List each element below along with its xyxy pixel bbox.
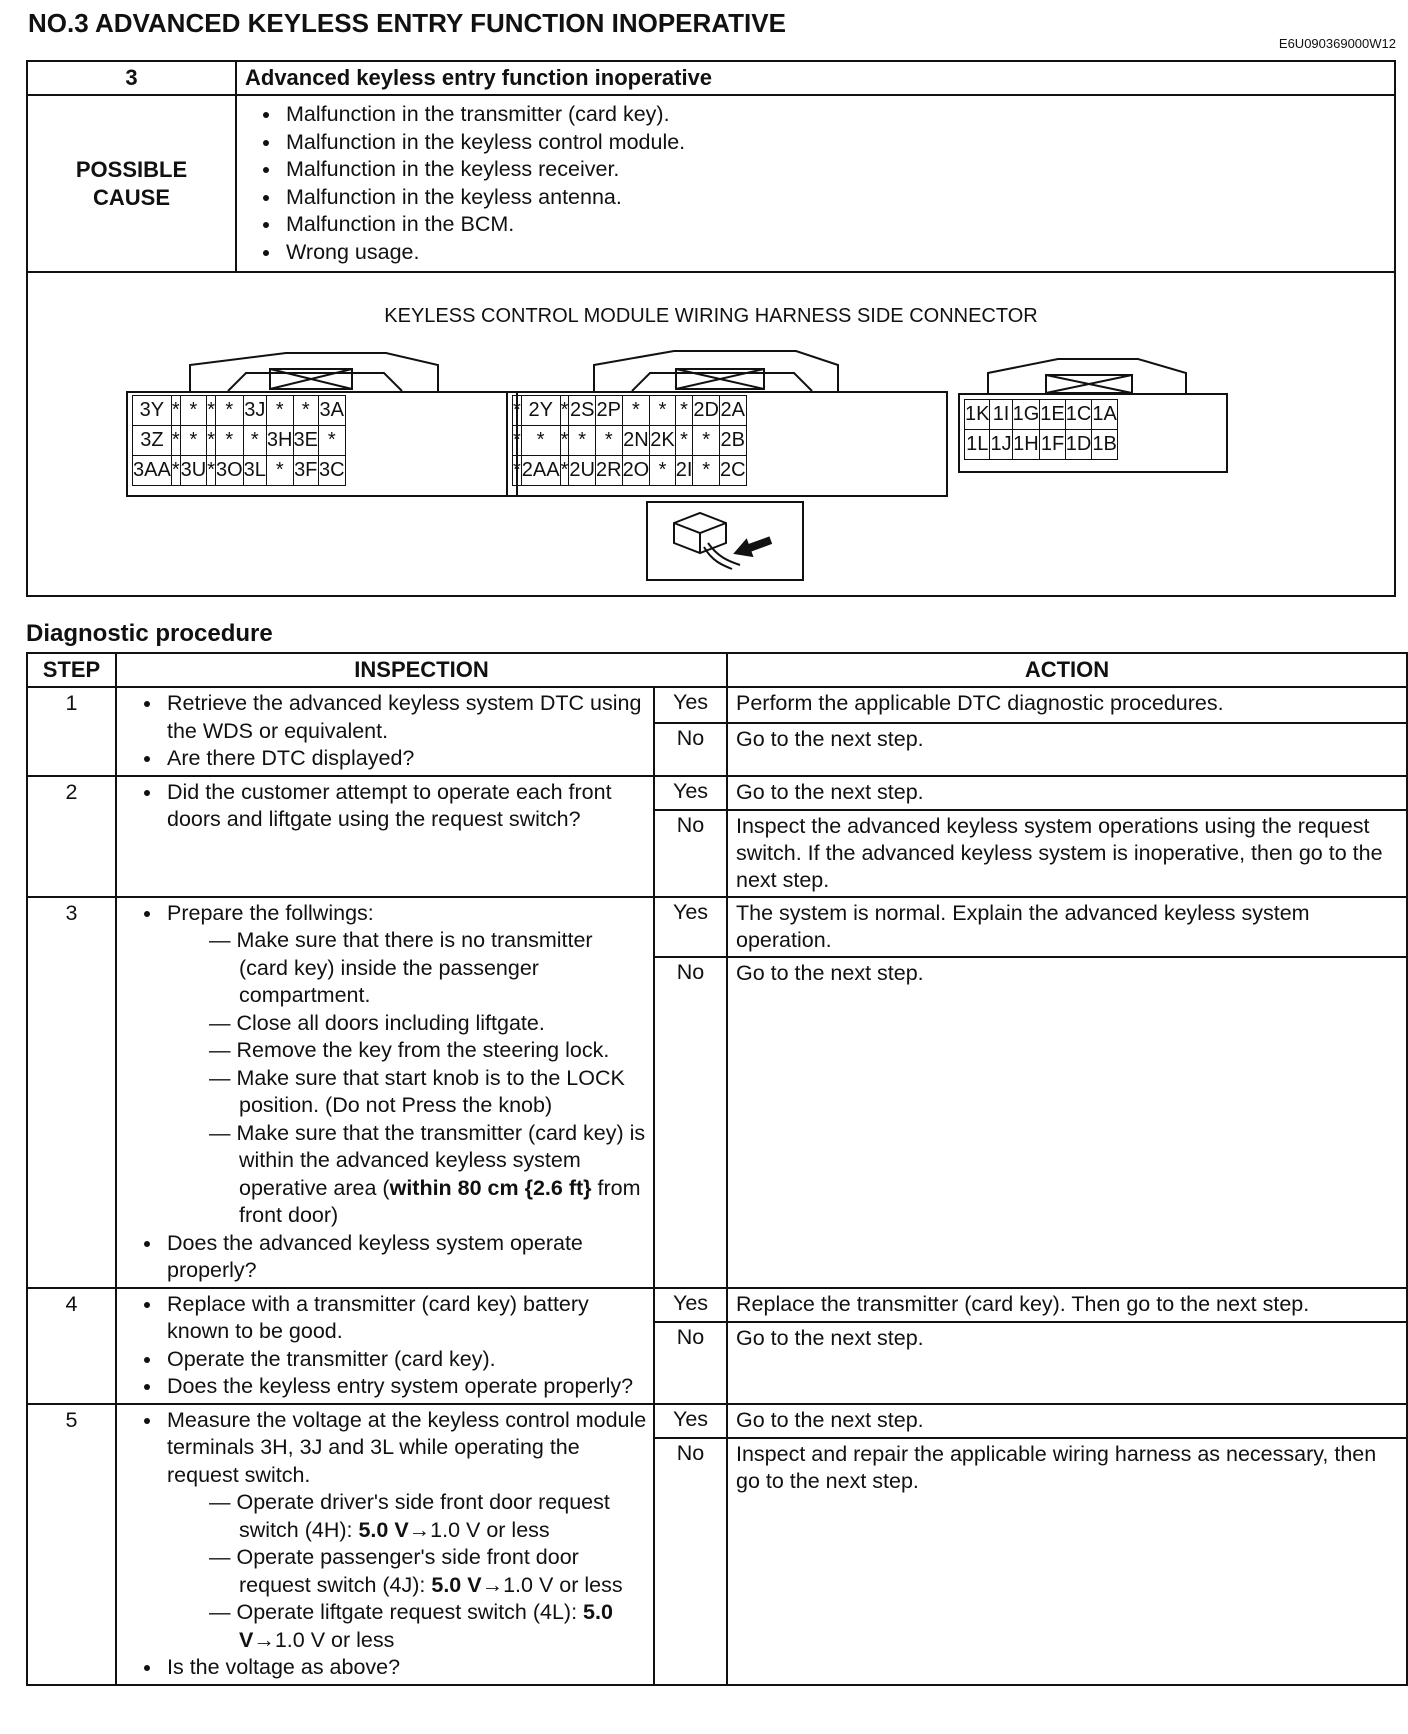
sub-item-text: Operate driver's side front door request switch (4H): <box>236 1490 610 1542</box>
inspection-item <box>163 900 647 1230</box>
pin: * <box>207 456 216 486</box>
symptom-title: Advanced keyless entry function inoperative <box>236 61 1395 95</box>
sub-item-text: Operate passenger's side front door request switch (4J): <box>236 1545 579 1597</box>
pin: 1B <box>1092 430 1117 460</box>
pin: * <box>215 396 243 426</box>
pin: 1D <box>1065 430 1092 460</box>
harness-side-view-icon <box>646 501 804 581</box>
step-inspection <box>116 1288 654 1404</box>
sub-item: — Make sure that there is no transmitter (card key) inside the passenger compartment. <box>209 928 593 1007</box>
sub-item: — Operate driver's side front door request switch (4H): 5.0 V→1.0 V or less <box>209 1490 610 1542</box>
voltage-spec-tail: →1.0 V or less <box>481 1572 623 1597</box>
inspection-item: • Are there DTC displayed? <box>163 745 647 773</box>
sub-item-list <box>167 1489 647 1654</box>
sub-item: — Make sure that start knob is to the LOCK position. (Do not Press the knob) <box>209 1065 625 1117</box>
pin: 2K <box>650 426 675 456</box>
pin: 1K <box>965 400 990 430</box>
sub-item-text: Remove the key from the steering lock. <box>236 1038 610 1062</box>
voltage-spec: 5.0 <box>583 1600 613 1624</box>
pin: 3Y <box>133 396 172 426</box>
connector-3-latch-icon <box>126 343 522 393</box>
inspection-item: • Does the advanced keyless system operate properly? <box>163 1230 647 1285</box>
connector-probe-icon <box>648 503 802 579</box>
step-inspection <box>116 776 654 897</box>
yes-label: Yes <box>654 897 727 957</box>
step-number: 3 <box>27 897 116 1288</box>
voltage-spec-tail: →1.0 V or less <box>253 1627 395 1652</box>
pin: 3H <box>266 426 293 456</box>
col-action-header: ACTION <box>727 653 1407 687</box>
pin: 3U <box>180 456 207 486</box>
cause-item: • Wrong usage. <box>282 239 1393 267</box>
possible-cause-list <box>238 101 1393 266</box>
no-action: Go to the next step. <box>727 957 1407 1288</box>
pin: * <box>569 426 596 456</box>
no-action: Inspect the advanced keyless system operations using the request switch. If the advanced keyless system is inoperative, then go to the next step. <box>727 810 1407 897</box>
pin: 1H <box>1012 430 1040 460</box>
pin: 3E <box>293 426 318 456</box>
voltage-spec: V <box>239 1627 254 1652</box>
connector-2-latch-icon <box>506 343 946 393</box>
pin: * <box>521 426 560 456</box>
document-id: E6U090369000W12 <box>1278 36 1396 51</box>
pin: 2AA <box>521 456 560 486</box>
yes-action: Go to the next step. <box>727 776 1407 810</box>
pin: 2O <box>622 456 650 486</box>
yes-label: Yes <box>654 776 727 810</box>
cause-label-line2: CAUSE <box>92 184 170 210</box>
pin: * <box>318 426 345 456</box>
pin: * <box>243 426 266 456</box>
sub-item: — Operate liftgate request switch (4L): 5.0 V→1.0 V or less <box>209 1600 613 1652</box>
pin: 2D <box>693 396 720 426</box>
sub-item: — Make sure that the transmitter (card key) is within the advanced keyless system operative area (within 80 cm {2.6 ft} from front door) <box>209 1120 646 1227</box>
yes-action: Perform the applicable DTC diagnostic procedures. <box>727 687 1407 723</box>
step-number: 5 <box>27 1404 116 1685</box>
step-inspection <box>116 897 654 1288</box>
pin: 2I <box>675 456 693 486</box>
step-row-4 <box>27 1288 1407 1322</box>
pin: 1C <box>1065 400 1092 430</box>
pin: * <box>560 456 569 486</box>
inspection-item-text: Measure the voltage at the keyless control module terminals 3H, 3J and 3L while operating the request switch. <box>167 1407 647 1487</box>
pin: 2Y <box>521 396 560 426</box>
connector-2-pins <box>512 395 747 486</box>
diagnostic-procedure-table <box>26 652 1408 1686</box>
pin: * <box>180 396 207 426</box>
pin: 3L <box>243 456 266 486</box>
pin: 3O <box>215 456 243 486</box>
pin: * <box>171 396 180 426</box>
sub-item: — Close all doors including liftgate. <box>209 1010 545 1035</box>
no-action: Inspect and repair the applicable wiring harness as necessary, then go to the next step. <box>727 1438 1407 1685</box>
no-label: No <box>654 723 727 776</box>
symptom-table <box>26 60 1396 597</box>
sub-item-text: from front door) <box>239 1175 641 1227</box>
yes-label: Yes <box>654 1404 727 1438</box>
step-row-2 <box>27 776 1407 810</box>
pin: * <box>513 396 522 426</box>
pin: 1A <box>1092 400 1117 430</box>
connector-diagram-cell <box>27 272 1395 596</box>
connector-1-latch-icon <box>958 351 1228 395</box>
pin: 1J <box>990 430 1012 460</box>
inspection-item: • Is the voltage as above? <box>163 1654 647 1682</box>
pin: 2N <box>622 426 650 456</box>
pin: 3A <box>318 396 345 426</box>
col-step-header: STEP <box>27 653 116 687</box>
sub-item-text: Make sure that there is no transmitter (card key) inside the passenger compartment. <box>236 928 593 1007</box>
pin: * <box>171 456 180 486</box>
pin: 2P <box>595 396 622 426</box>
sub-item-text: Make sure that start knob is to the LOCK position. (Do not Press the knob) <box>236 1065 625 1117</box>
cause-item: • Malfunction in the keyless antenna. <box>282 184 1393 212</box>
pin: 1G <box>1012 400 1040 430</box>
sub-item-spec: within 80 cm {2.6 ft} <box>389 1175 592 1200</box>
sub-item-text: Operate liftgate request switch (4L): <box>236 1600 584 1624</box>
step-number: 4 <box>27 1288 116 1404</box>
no-label: No <box>654 1322 727 1404</box>
step-row-5 <box>27 1404 1407 1438</box>
pin: * <box>207 396 216 426</box>
yes-label: Yes <box>654 687 727 723</box>
pin: 1F <box>1040 430 1065 460</box>
no-label: No <box>654 957 727 1288</box>
voltage-spec-tail: →1.0 V or less <box>408 1517 550 1542</box>
inspection-item: • Does the keyless entry system operate properly? <box>163 1373 647 1401</box>
pin: * <box>693 456 720 486</box>
step-number: 2 <box>27 776 116 897</box>
pin: * <box>675 396 693 426</box>
sub-item: — Operate passenger's side front door request switch (4J): 5.0 V→1.0 V or less <box>209 1545 623 1597</box>
pin: * <box>266 396 293 426</box>
pin: 2R <box>595 456 622 486</box>
voltage-spec: 5.0 V <box>431 1572 482 1597</box>
pin: * <box>693 426 720 456</box>
pin: * <box>215 426 243 456</box>
symptom-number: 3 <box>27 61 236 95</box>
pin: * <box>180 426 207 456</box>
sub-item-list <box>167 927 647 1230</box>
inspection-item <box>163 1407 647 1655</box>
step-inspection <box>116 1404 654 1685</box>
pin: * <box>560 426 569 456</box>
pin: * <box>650 456 675 486</box>
no-label: No <box>654 1438 727 1685</box>
pin: * <box>171 426 180 456</box>
col-inspection-header: INSPECTION <box>116 653 727 687</box>
pin: * <box>293 396 318 426</box>
pin: * <box>513 426 522 456</box>
page-title: NO.3 ADVANCED KEYLESS ENTRY FUNCTION INOPERATIVE <box>28 8 786 38</box>
inspection-item: • Operate the transmitter (card key). <box>163 1346 647 1374</box>
pin: * <box>207 426 216 456</box>
pin: 1I <box>990 400 1012 430</box>
yes-action: The system is normal. Explain the advanced keyless system operation. <box>727 897 1407 957</box>
connector-3-pins <box>132 395 346 486</box>
pin: * <box>513 456 522 486</box>
pin: 1L <box>965 430 990 460</box>
inspection-item: • Replace with a transmitter (card key) battery known to be good. <box>163 1291 647 1346</box>
cause-item: • Malfunction in the keyless control module. <box>282 129 1393 157</box>
pin: * <box>560 396 569 426</box>
no-action: Go to the next step. <box>727 723 1407 776</box>
inspection-item: • Retrieve the advanced keyless system DTC using the WDS or equivalent. <box>163 690 647 745</box>
pin: * <box>622 396 650 426</box>
yes-action: Go to the next step. <box>727 1404 1407 1438</box>
sub-item-text: Make sure that the transmitter (card key) is within the advanced keyless system operative area ( <box>236 1120 646 1200</box>
cause-item: • Malfunction in the transmitter (card key). <box>282 101 1393 129</box>
sub-item-text: Close all doors including liftgate. <box>236 1010 545 1035</box>
inspection-item-text: Prepare the follwings: <box>167 900 374 925</box>
pin: 3Z <box>133 426 172 456</box>
pin: 3C <box>318 456 345 486</box>
cause-item: • Malfunction in the BCM. <box>282 211 1393 239</box>
pin: 2S <box>569 396 596 426</box>
pin: 1E <box>1040 400 1065 430</box>
step-number: 1 <box>27 687 116 776</box>
pin: * <box>266 456 293 486</box>
cause-item: • Malfunction in the keyless receiver. <box>282 156 1393 184</box>
connector-title: KEYLESS CONTROL MODULE WIRING HARNESS SIDE CONNECTOR <box>384 305 1038 327</box>
step-row-3 <box>27 897 1407 957</box>
pin: 3J <box>243 396 266 426</box>
no-action: Go to the next step. <box>727 1322 1407 1404</box>
pin: 2A <box>719 396 746 426</box>
sub-item: — Remove the key from the steering lock. <box>209 1038 610 1062</box>
no-label: No <box>654 810 727 897</box>
cause-label-line1: POSSIBLE <box>75 156 188 182</box>
pin: 3F <box>293 456 318 486</box>
possible-cause-list-cell <box>236 95 1395 272</box>
pin: 2C <box>719 456 746 486</box>
pin: * <box>650 396 675 426</box>
step-inspection <box>116 687 654 776</box>
yes-label: Yes <box>654 1288 727 1322</box>
pin: * <box>675 426 693 456</box>
pin: 2B <box>719 426 746 456</box>
yes-action: Replace the transmitter (card key). Then go to the next step. <box>727 1288 1407 1322</box>
pin: 3AA <box>133 456 172 486</box>
procedure-subtitle: Diagnostic procedure <box>26 620 273 647</box>
voltage-spec: 5.0 V <box>358 1517 409 1542</box>
pin: 2U <box>569 456 596 486</box>
pin: * <box>595 426 622 456</box>
inspection-item: • Did the customer attempt to operate each front doors and liftgate using the request switch? <box>163 779 647 834</box>
connector-1-pins <box>964 399 1118 460</box>
step-row-1 <box>27 687 1407 723</box>
possible-cause-label <box>27 95 236 272</box>
